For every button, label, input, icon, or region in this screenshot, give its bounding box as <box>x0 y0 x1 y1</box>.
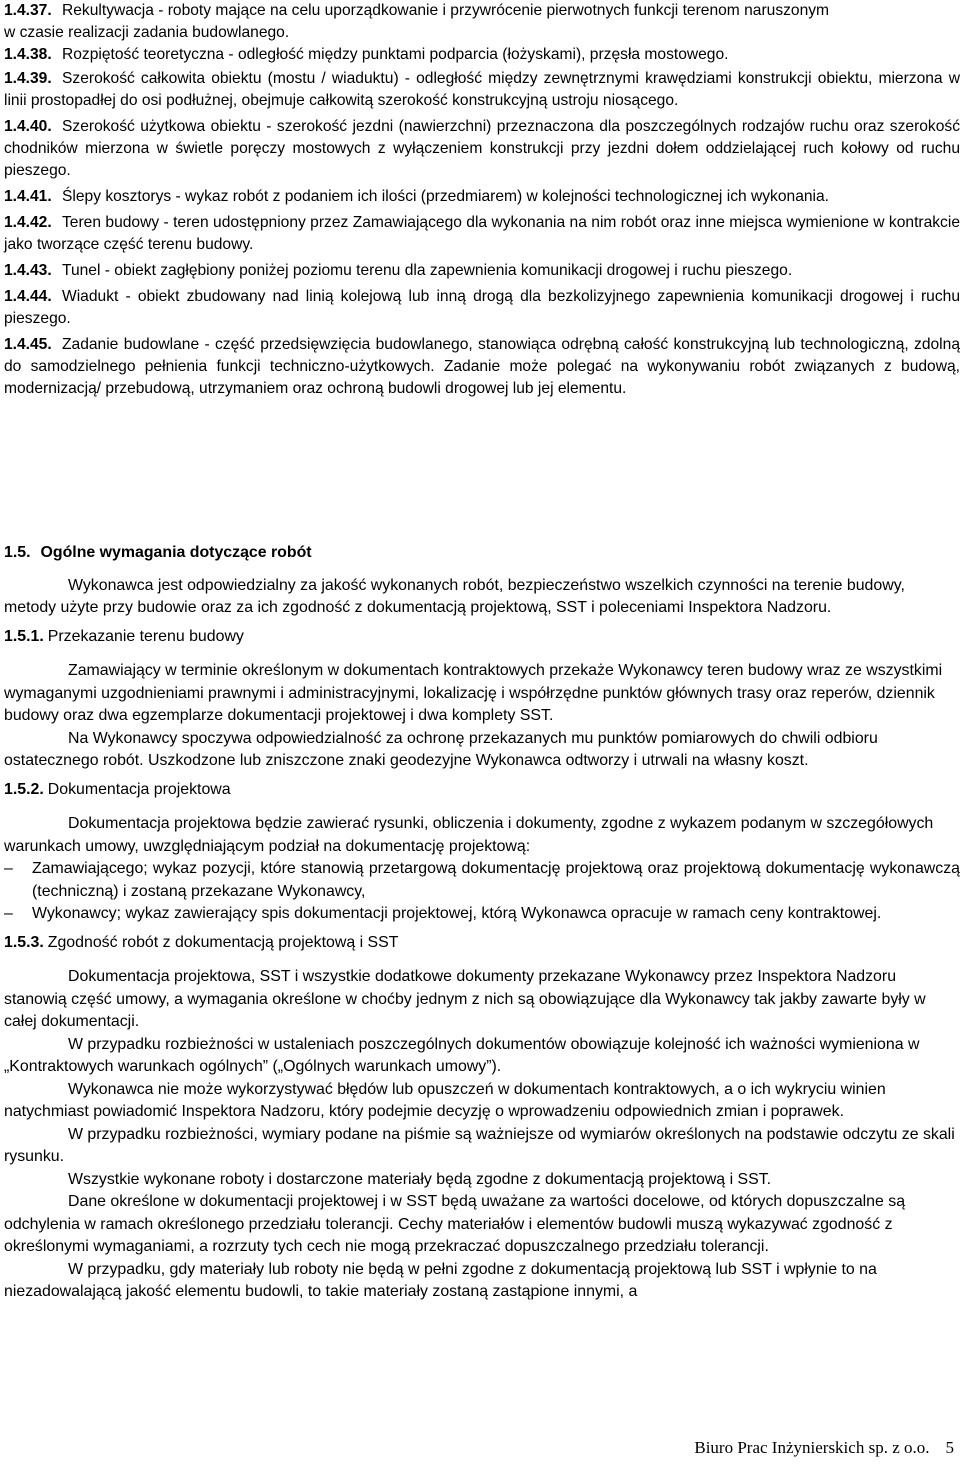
paragraph: Dane określone w dokumentacji projektowej i w SST będą uważane za wartości docelowe, od których dopuszczalne są odchylenia w ramach określonego przedziału tolerancji. Cechy materiałów i elementów budowli muszą wykazywać zgodność z określonymi wymaganiami, a rozrzuty tych cech nie mogą przekraczać dopuszczalnego przedziału tolerancji. <box>4 1193 906 1255</box>
dash-list-item <box>4 858 960 903</box>
definition-number: 1.4.45. <box>4 336 52 353</box>
section-title: Przekazanie terenu budowy <box>47 627 244 645</box>
section-heading-1-5 <box>4 542 960 565</box>
definition-item <box>4 334 960 400</box>
section-number: 1.5.3. <box>4 933 44 951</box>
paragraph: Zamawiający w terminie określonym w dokumentach kontraktowych przekaże Wykonawcy teren budowy wraz ze wszystkimi wymaganymi uzgodnieniami prawnymi i administracyjnymi, lokalizację i współrzędne punktów głównych trasy oraz reperów, dziennik budowy oraz dwa egzemplarze dokumentacji projektowej i dwa komplety SST. <box>4 662 943 724</box>
paragraph: W przypadku rozbieżności, wymiary podane na piśmie są ważniejsze od wymiarów określonych na podstawie odczytu ze skali rysunku. <box>4 1125 955 1165</box>
definition-text: Szerokość użytkowa obiektu - szerokość jezdni (nawierzchni) przeznaczona dla poszczególnych rodzajów ruchu oraz szerokość chodników mierzona w świetle poręczy mostowych z wyłączeniem konstrukcji przy jezdni dołem oddzielającej ruch kołowy od ruchu pieszego. <box>4 118 960 179</box>
definition-number: 1.4.44. <box>4 288 52 305</box>
definition-number: 1.4.37. <box>4 2 52 19</box>
section-number: 1.5.2. <box>4 780 44 798</box>
definition-text: Teren budowy - teren udostępniony przez Zamawiającego dla wykonania na nim robót oraz inne miejsca wymienione w kontrakcie jako tworzące część terenu budowy. <box>4 214 960 253</box>
definition-text: Szerokość całkowita obiektu (mostu / wiaduktu) - odległość między zewnętrznymi krawędziami konstrukcji obiektu, mierzona w linii prostopadłej do osi podłużnej, obejmuje całkowitą szerokość konstrukcyjną ustroju niosącego. <box>4 70 960 109</box>
list-item-text: Wykonawcy; wykaz zawierający spis dokumentacji projektowej, którą Wykonawca opracuje w ramach ceny kontraktowej. <box>32 905 882 922</box>
definition-number: 1.4.42. <box>4 214 52 231</box>
definition-number: 1.4.38. <box>4 46 52 63</box>
definition-item <box>4 0 960 44</box>
definition-item <box>4 286 960 330</box>
section-heading-1-5-1 <box>4 626 960 649</box>
paragraph: Dokumentacja projektowa, SST i wszystkie dodatkowe dokumenty przekazane Wykonawcy przez Inspektora Nadzoru stanowią część umowy, a wymagania określone w choćby jednym z nich są obowiązujące dla Wykonawcy tak jakby zawarte były w całej dokumentacji. <box>4 968 926 1030</box>
paragraph: Na Wykonawcy spoczywa odpowiedzialność za ochronę przekazanych mu punktów pomiarowych do chwili odbioru ostatecznego robót. Uszkodzone lub zniszczone znaki geodezyjne Wykonawca odtworzy i utrwali na własny koszt. <box>4 729 878 769</box>
section-heading-1-5-3 <box>4 932 960 955</box>
definition-text: Wiadukt - obiekt zbudowany nad linią kolejową lub inną drogą dla bezkolizyjnego zapewnienia komunikacji drogowej i ruchu pieszego. <box>4 288 960 327</box>
definition-item <box>4 44 960 66</box>
definition-item <box>4 260 960 282</box>
definition-text: Tunel - obiekt zagłębiony poniżej poziomu terenu dla zapewnienia komunikacji drogowej i ruchu pieszego. <box>62 262 793 279</box>
section-title: Ogólne wymagania dotyczące robót <box>40 544 312 561</box>
section-heading-1-5-2 <box>4 779 960 802</box>
footer-company: Biuro Prac Inżynierskich sp. z o.o. <box>694 1438 930 1457</box>
list-item-text: Zamawiającego; wykaz pozycji, które stanowią przetargową dokumentację projektową oraz projektową dokumentację wykonawczą (techniczną) i zostaną przekazane Wykonawcy, <box>32 860 960 900</box>
dash-list-item <box>4 903 960 926</box>
section-title: Dokumentacja projektowa <box>47 780 231 798</box>
definitions-list <box>4 0 960 400</box>
paragraph: W przypadku, gdy materiały lub roboty nie będą w pełni zgodne z dokumentacją projektową lub SST i wpłynie to na niezadowalającą jakość elementu budowli, to takie materiały zostaną zastąpione innymi, a <box>4 1260 877 1300</box>
page-number: 5 <box>945 1438 954 1457</box>
paragraph: Dokumentacja projektowa będzie zawierać rysunki, obliczenia i dokumenty, zgodne z wykazem podanym w szczegółowych warunkach umowy, uwzględniającym podział na dokumentację projektową: <box>4 815 934 855</box>
section-title: Zgodność robót z dokumentacją projektową i SST <box>47 933 399 951</box>
page-footer <box>694 1437 954 1459</box>
definition-number: 1.4.41. <box>4 188 52 205</box>
paragraph: Wszystkie wykonane roboty i dostarczone materiały będą zgodne z dokumentacją projektową i SST. <box>68 1170 772 1188</box>
section-number: 1.5. <box>4 544 31 561</box>
definition-text: Rekultywacja - roboty mające na celu uporządkowanie i przywrócenie pierwotnych funkcji terenom naruszonym <box>62 2 830 19</box>
dash-marker: – <box>4 905 13 922</box>
definition-number: 1.4.40. <box>4 118 52 135</box>
paragraph: Wykonawca jest odpowiedzialny za jakość wykonanych robót, bezpieczeństwo wszelkich czynności na terenie budowy, metody użyte przy budowie oraz za ich zgodność z dokumentacją projektową, SST i poleceniami Inspektora Nadzoru. <box>4 576 905 616</box>
definition-text-continued: w czasie realizacji zadania budowlanego. <box>4 24 290 41</box>
definition-number: 1.4.43. <box>4 262 52 279</box>
definition-text: Rozpiętość teoretyczna - odległość między punktami podparcia (łożyskami), przęsła mostowego. <box>62 46 729 63</box>
paragraph: Wykonawca nie może wykorzystywać błędów lub opuszczeń w dokumentach kontraktowych, a o ich wykryciu winien natychmiast powiadomić Inspektora Nadzoru, który podejmie decyzję o wprowadzeniu odpowiednich zmian i poprawek. <box>4 1080 886 1120</box>
definition-item <box>4 68 960 112</box>
definition-item <box>4 212 960 256</box>
definition-text: Ślepy kosztorys - wykaz robót z podaniem ich ilości (przedmiarem) w kolejności technologicznej ich wykonania. <box>62 188 830 205</box>
section-number: 1.5.1. <box>4 627 44 645</box>
definition-item <box>4 116 960 182</box>
document-body <box>4 542 960 1304</box>
definition-text: Zadanie budowlane - część przedsięwzięcia budowlanego, stanowiąca odrębną całość konstrukcyjną lub technologiczną, zdolną do samodzielnego pełnienia funkcji techniczno-użytkowych. Zadanie może polegać na wykonywaniu robót związanych z budową, modernizacją/ przebudową, utrzymaniem oraz ochroną budowli drogowej lub jej elementu. <box>4 336 960 397</box>
definition-item <box>4 186 960 208</box>
dash-marker: – <box>4 860 13 877</box>
paragraph: W przypadku rozbieżności w ustaleniach poszczególnych dokumentów obowiązuje kolejność ich ważności wymieniona w „Kontraktowych warunkach ogólnych” („Ogólnych warunkach umowy”). <box>4 1035 920 1075</box>
definition-number: 1.4.39. <box>4 70 52 87</box>
